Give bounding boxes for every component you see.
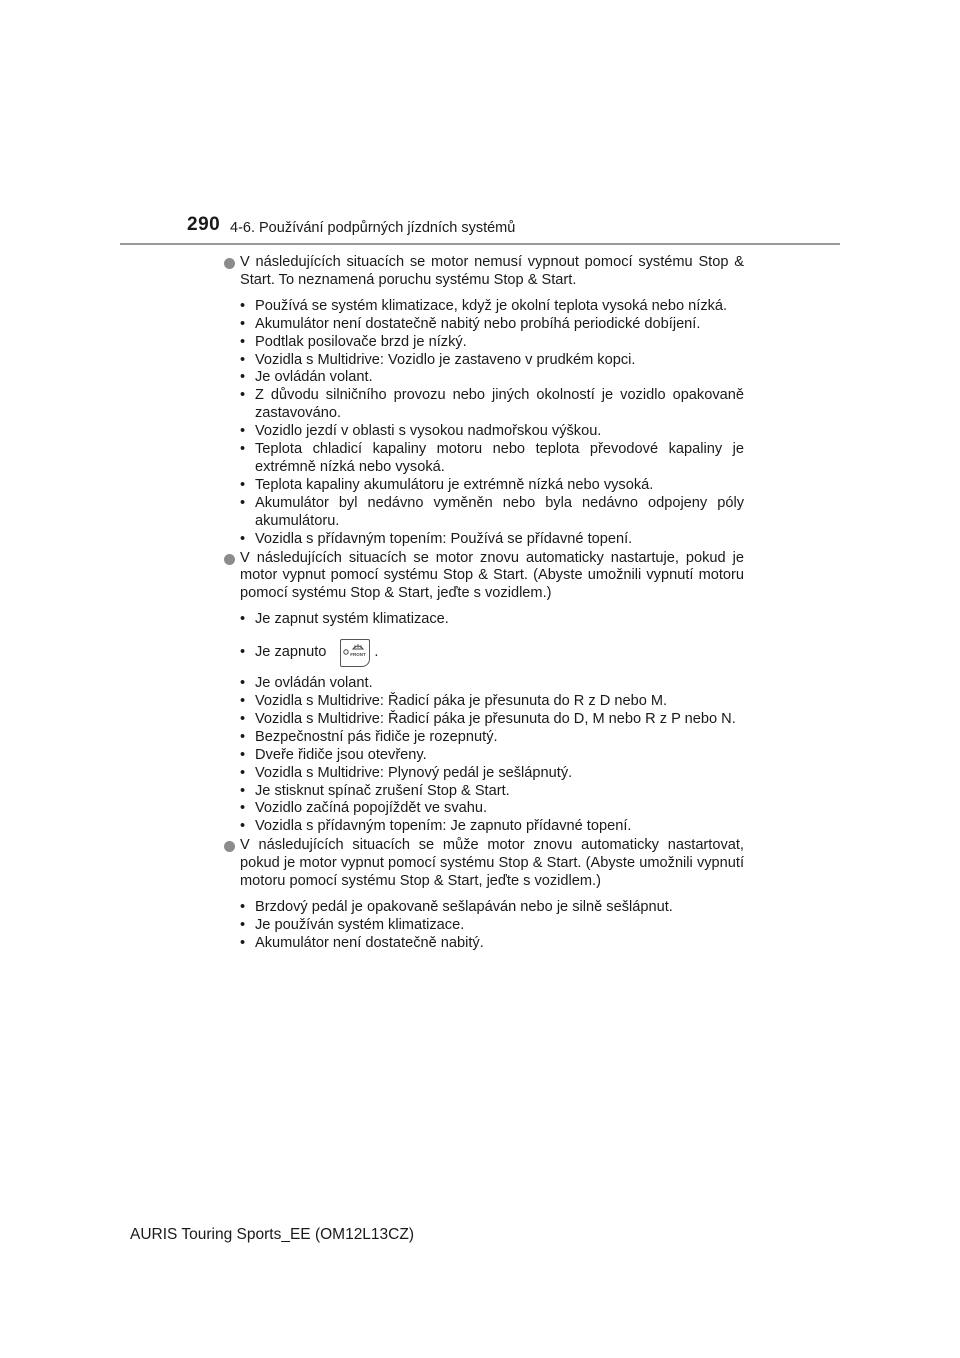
list-item: • Je zapnut systém klimatizace. bbox=[240, 611, 744, 629]
list-item: • Akumulátor není dostatečně nabitý. bbox=[240, 935, 744, 953]
list-item: • Vozidla s Multidrive: Vozidlo je zastaveno v prudkém kopci. bbox=[240, 352, 744, 370]
list-item: • Teplota kapaliny akumulátoru je extrémně nízká nebo vysoká. bbox=[240, 477, 744, 495]
list-item: • Dveře řidiče jsou otevřeny. bbox=[240, 747, 744, 765]
header-rule bbox=[120, 243, 840, 245]
list-item: • Vozidla s Multidrive: Řadicí páka je přesunuta do R z D nebo M. bbox=[240, 693, 744, 711]
button-item-suffix: . bbox=[374, 644, 379, 661]
list-item: • Akumulátor není dostatečně nabitý nebo probíhá periodické dobíjení. bbox=[240, 316, 744, 334]
circle-bullet-icon bbox=[224, 258, 235, 269]
list-item: • Brzdový pedál je opakovaně sešlapáván nebo je silně sešlápnut. bbox=[240, 899, 744, 917]
list-item: • Vozidla s Multidrive: Řadicí páka je přesunuta do D, M nebo R z P nebo N. bbox=[240, 711, 744, 729]
list-item: • Bezpečnostní pás řidiče je rozepnutý. bbox=[240, 729, 744, 747]
section-3-intro-text: V následujících situacích se může motor znovu automaticky nastartovat, pokud je motor vypnut pomocí systému Stop & Start. (Abyste umožnili vypnutí motoru pomocí systému Stop & Start, jeďte s vozidlem.) bbox=[240, 837, 744, 890]
section-3-list bbox=[224, 899, 744, 953]
list-item: • Vozidla s Multidrive: Plynový pedál je sešlápnutý. bbox=[240, 765, 744, 783]
list-item: • Akumulátor byl nedávno vyměněn nebo byla nedávno odpojeny póly akumulátoru. bbox=[240, 495, 744, 531]
list-item: • Vozidlo jezdí v oblasti s vysokou nadmořskou výškou. bbox=[240, 423, 744, 441]
list-item: • Je ovládán volant. bbox=[240, 675, 744, 693]
list-item: • Je stisknut spínač zrušení Stop & Start. bbox=[240, 783, 744, 801]
section-2-list bbox=[224, 611, 744, 629]
section-1-intro bbox=[224, 254, 744, 290]
section-2-intro-text: V následujících situacích se motor znovu automaticky nastartuje, pokud je motor vypnut pomocí systému Stop & Start. (Abyste umožnili vypnutí motoru pomocí systému Stop & Start, jeďte s vozidlem.) bbox=[240, 549, 744, 602]
front-defroster-button-icon bbox=[340, 639, 370, 667]
content-body bbox=[224, 254, 744, 953]
circle-bullet-icon bbox=[224, 554, 235, 565]
front-label: FRONT bbox=[350, 652, 367, 658]
button-list-item: • Je zapnuto FRONT . bbox=[224, 639, 744, 667]
list-item: • Je používán systém klimatizace. bbox=[240, 917, 744, 935]
list-item: • Vozidla s přídavným topením: Používá se přídavné topení. bbox=[240, 531, 744, 549]
document-footer: AURIS Touring Sports_EE (OM12L13CZ) bbox=[130, 1226, 414, 1243]
button-item-prefix: Je zapnuto bbox=[255, 644, 327, 661]
section-3-intro bbox=[224, 837, 744, 891]
list-item: • Vozidlo začíná popojíždět ve svahu. bbox=[240, 800, 744, 818]
section-1-list bbox=[224, 298, 744, 549]
section-title: 4-6. Používání podpůrných jízdních systémů bbox=[230, 220, 516, 236]
list-item: • Podtlak posilovače brzd je nízký. bbox=[240, 334, 744, 352]
section-2-list-continued bbox=[224, 675, 744, 836]
list-item: • Teplota chladicí kapaliny motoru nebo teplota převodové kapaliny je extrémně nízká nebo vysoká. bbox=[240, 441, 744, 477]
list-item: • Vozidla s přídavným topením: Je zapnuto přídavné topení. bbox=[240, 818, 744, 836]
section-1-intro-text: V následujících situacích se motor nemusí vypnout pomocí systému Stop & Start. To neznamená poruchu systému Stop & Start. bbox=[240, 254, 744, 288]
list-item: • Z důvodu silničního provozu nebo jiných okolností je vozidlo opakovaně zastavováno. bbox=[240, 387, 744, 423]
page-number: 290 bbox=[187, 214, 221, 235]
list-item: • Je ovládán volant. bbox=[240, 369, 744, 387]
list-item: • Používá se systém klimatizace, když je okolní teplota vysoká nebo nízká. bbox=[240, 298, 744, 316]
section-2-intro bbox=[224, 550, 744, 604]
circle-bullet-icon bbox=[224, 841, 235, 852]
